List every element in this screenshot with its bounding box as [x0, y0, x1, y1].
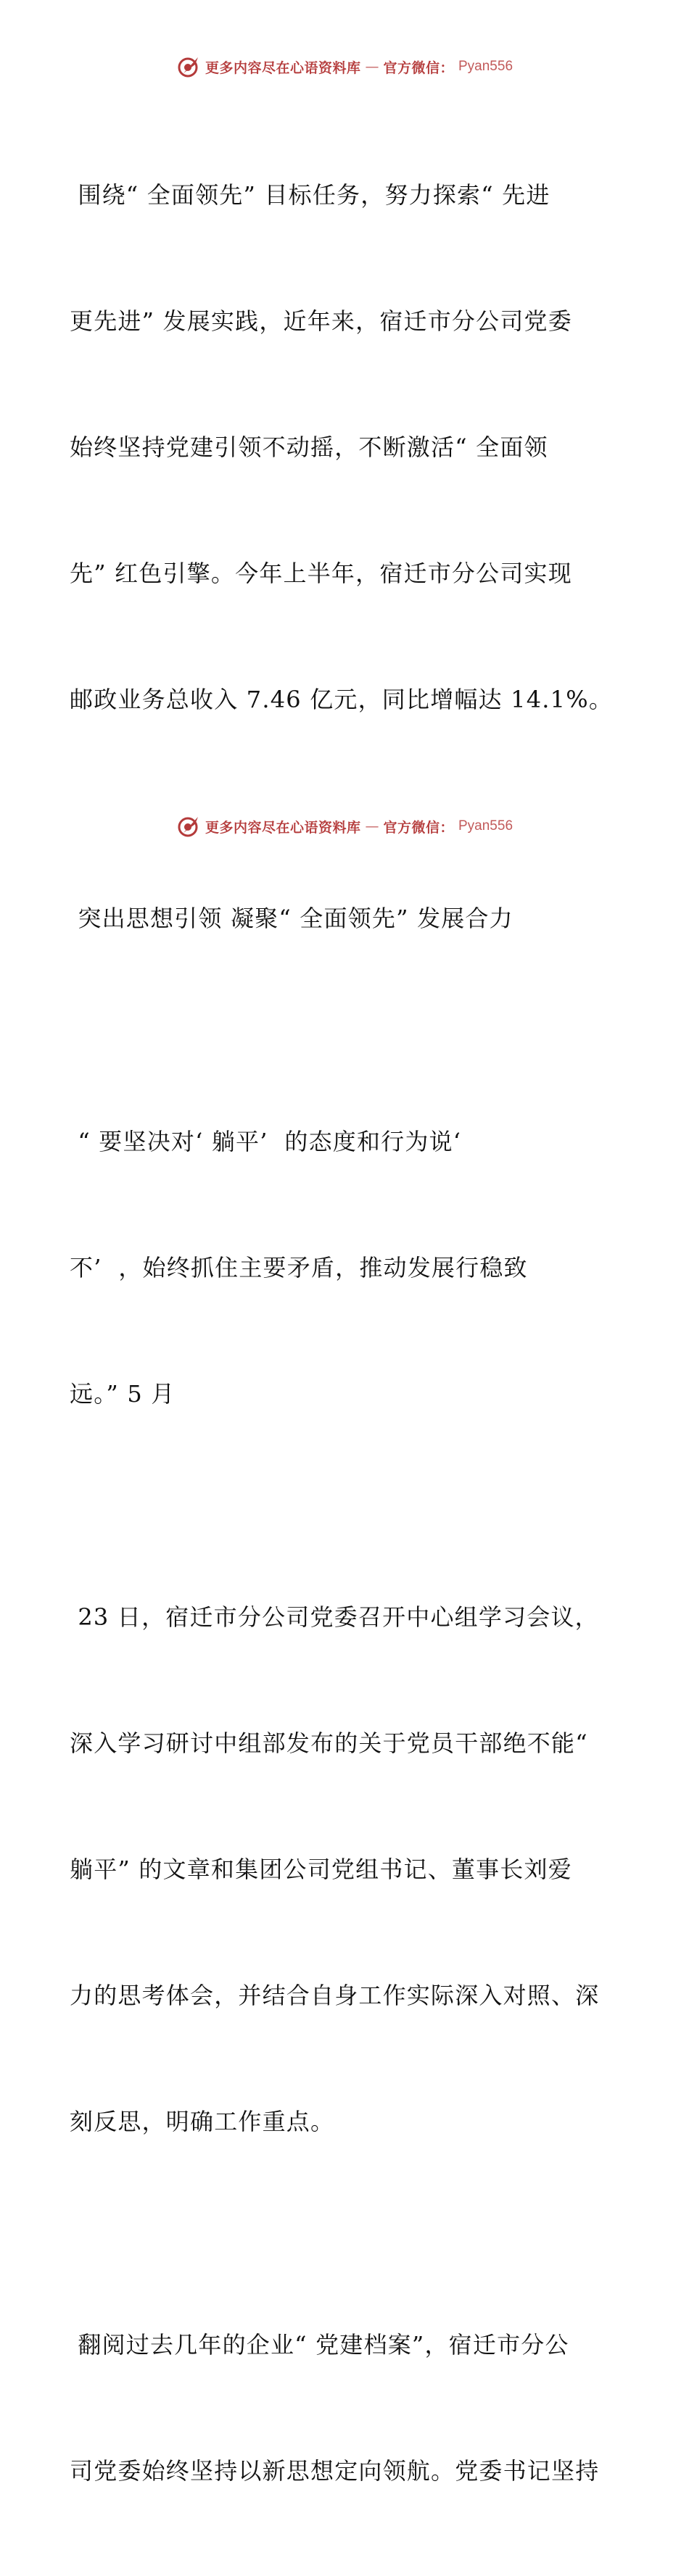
text-line: 更先进” 发展实践，近年来，宿迁市分公司党委: [70, 307, 572, 335]
text-line: “ 要坚决对‘ 躺平’ 的态度和行为说‘: [70, 1128, 462, 1155]
heading-line: 突出思想引领 凝聚“ 全面领先” 发展合力: [70, 905, 513, 932]
text-line: 躺平” 的文章和集团公司党组书记、董事长刘爱: [70, 1856, 572, 1883]
watermark-wechat-id: Pyan556: [458, 818, 513, 834]
quill-seal-icon: [176, 54, 201, 79]
text-line: 始终坚持党建引领不动摇，不断激活“ 全面领: [70, 433, 548, 461]
text-line: 翻阅过去几年的企业“ 党建档案”，宿迁市分公: [70, 2331, 569, 2359]
paragraph-archive: [70, 2240, 621, 2576]
watermark-wechat-id: Pyan556: [458, 59, 513, 74]
footer-watermark: [0, 812, 689, 841]
paragraph-quote: [70, 1036, 621, 1499]
text-line: 23 日，宿迁市分公司党委召开中心组学习会议，: [70, 1603, 599, 1631]
watermark-main-text: 更多内容尽在心语资料库: [205, 819, 361, 836]
quill-seal-icon: [176, 814, 201, 839]
document-body: [70, 90, 621, 2576]
watermark-official-label: 官方微信：: [383, 59, 454, 76]
watermark-separator: —: [365, 818, 379, 834]
text-line: 刻反思，明确工作重点。: [70, 2108, 335, 2135]
text-line: 力的思考体会，并结合自身工作实际深入对照、深: [70, 1982, 600, 2009]
text-line: 不’ ，始终抓住主要矛盾，推动发展行稳致: [70, 1254, 528, 1281]
paragraph-meeting: [70, 1512, 621, 2227]
text-line: 司党委始终坚持以新思想定向领航。党委书记坚持: [70, 2457, 600, 2485]
header-watermark: [0, 52, 689, 81]
paragraph-intro: [70, 90, 621, 805]
watermark-main-text: 更多内容尽在心语资料库: [205, 59, 361, 76]
text-line: 先” 红色引擎。今年上半年，宿迁市分公司实现: [70, 560, 572, 587]
text-line: 深入学习研讨中组部发布的关于党员干部绝不能“: [70, 1729, 588, 1757]
text-line: 邮政业务总收入 7.46 亿元，同比增幅达 14.1%。: [70, 686, 614, 713]
text-line: 远。” 5 月: [70, 1380, 176, 1408]
section-heading: [70, 813, 621, 1023]
watermark-official-label: 官方微信：: [383, 819, 454, 836]
text-line: 围绕“ 全面领先” 目标任务，努力探索“ 先进: [70, 181, 550, 209]
watermark-separator: —: [365, 59, 379, 75]
